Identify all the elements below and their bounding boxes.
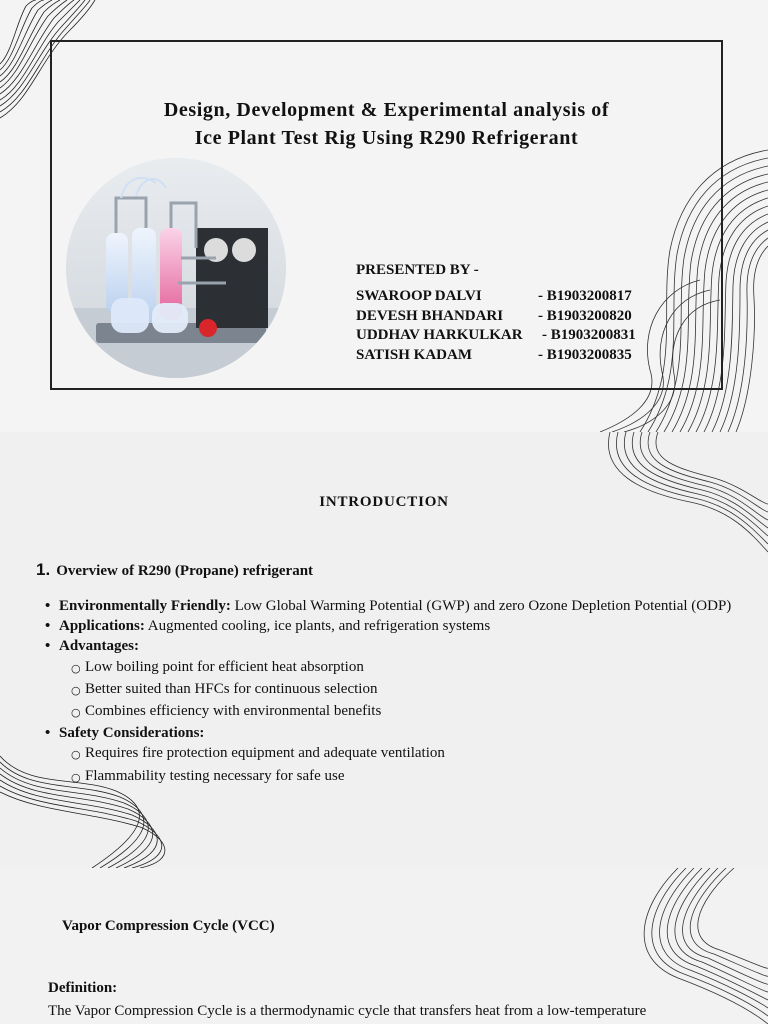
introduction-slide <box>0 432 768 868</box>
introduction-heading: INTRODUCTION <box>319 494 449 510</box>
presenter-id: - B1903200817 <box>538 288 632 304</box>
circle-bullet-icon: ○ <box>71 706 81 720</box>
bullet-label: Environmentally Friendly: <box>59 598 231 614</box>
presenter-name: UDDHAV HARKULKAR <box>356 327 523 343</box>
bullet-icon: • <box>45 724 51 742</box>
presenter-row <box>356 326 636 346</box>
sub-list-item <box>45 657 735 679</box>
sub-item-text: Low boiling point for efficient heat absorption <box>85 658 364 675</box>
title-line-1: Design, Development & Experimental analysis of <box>163 99 610 121</box>
bullet-text: Low Global Warming Potential (GWP) and zero Ozone Depletion Potential (ODP) <box>230 598 732 614</box>
presented-by-label: PRESENTED BY - <box>356 262 479 278</box>
list-item <box>45 636 735 656</box>
ice-plant-test-rig-photo <box>66 158 286 378</box>
definition-text: The Vapor Compression Cycle is a thermodynamic cycle that transfers heat from a low-temperature <box>48 1003 647 1019</box>
section-number: 1. <box>36 560 51 579</box>
bullet-icon: • <box>45 617 51 635</box>
sub-list-item <box>45 743 735 765</box>
circle-bullet-icon: ○ <box>71 748 81 762</box>
section-heading <box>36 560 313 580</box>
bullet-text: Augmented cooling, ice plants, and refrigeration systems <box>144 618 491 635</box>
bullet-label: Advantages: <box>59 638 140 655</box>
title-slide <box>0 0 768 432</box>
title-line-2: Ice Plant Test Rig Using R290 Refrigerant <box>194 127 579 149</box>
list-item <box>45 723 735 743</box>
presenter-row <box>356 287 636 307</box>
list-item <box>45 596 735 616</box>
bullet-label: Applications: <box>59 618 145 635</box>
vcc-slide <box>0 868 768 1024</box>
circle-bullet-icon: ○ <box>71 661 81 675</box>
sub-item-text: Requires fire protection equipment and adequate ventilation <box>85 745 445 762</box>
definition-label: Definition: <box>48 980 118 996</box>
presenter-name: SWAROOP DALVI <box>356 288 482 304</box>
bullet-icon: • <box>45 637 51 655</box>
list-item <box>45 616 735 636</box>
sub-item-text: Better suited than HFCs for continuous selection <box>85 680 378 697</box>
presentation-title <box>52 96 721 152</box>
vcc-heading: Vapor Compression Cycle (VCC) <box>62 918 275 934</box>
bullet-list <box>45 596 735 788</box>
sub-item-text: Combines efficiency with environmental benefits <box>85 703 382 720</box>
bullet-icon: • <box>45 597 51 614</box>
presenter-name: DEVESH BHANDARI <box>356 307 504 324</box>
presenter-id: - B1903200831 <box>542 327 636 343</box>
presenter-id: - B1903200835 <box>538 346 632 363</box>
sub-list-item <box>45 766 735 788</box>
sub-list-item <box>45 679 735 701</box>
presenter-row <box>356 307 636 327</box>
presenters-block <box>356 262 636 365</box>
presenter-row <box>356 346 636 366</box>
presenter-id: - B1903200820 <box>538 307 632 324</box>
circle-bullet-icon: ○ <box>71 683 81 697</box>
section-title: Overview of R290 (Propane) refrigerant <box>56 563 314 579</box>
presenter-name: SATISH KADAM <box>356 346 472 363</box>
sub-list-item <box>45 701 735 723</box>
bullet-label: Safety Considerations: <box>59 725 205 742</box>
circle-bullet-icon: ○ <box>71 770 81 784</box>
sub-item-text: Flammability testing necessary for safe use <box>85 767 345 784</box>
